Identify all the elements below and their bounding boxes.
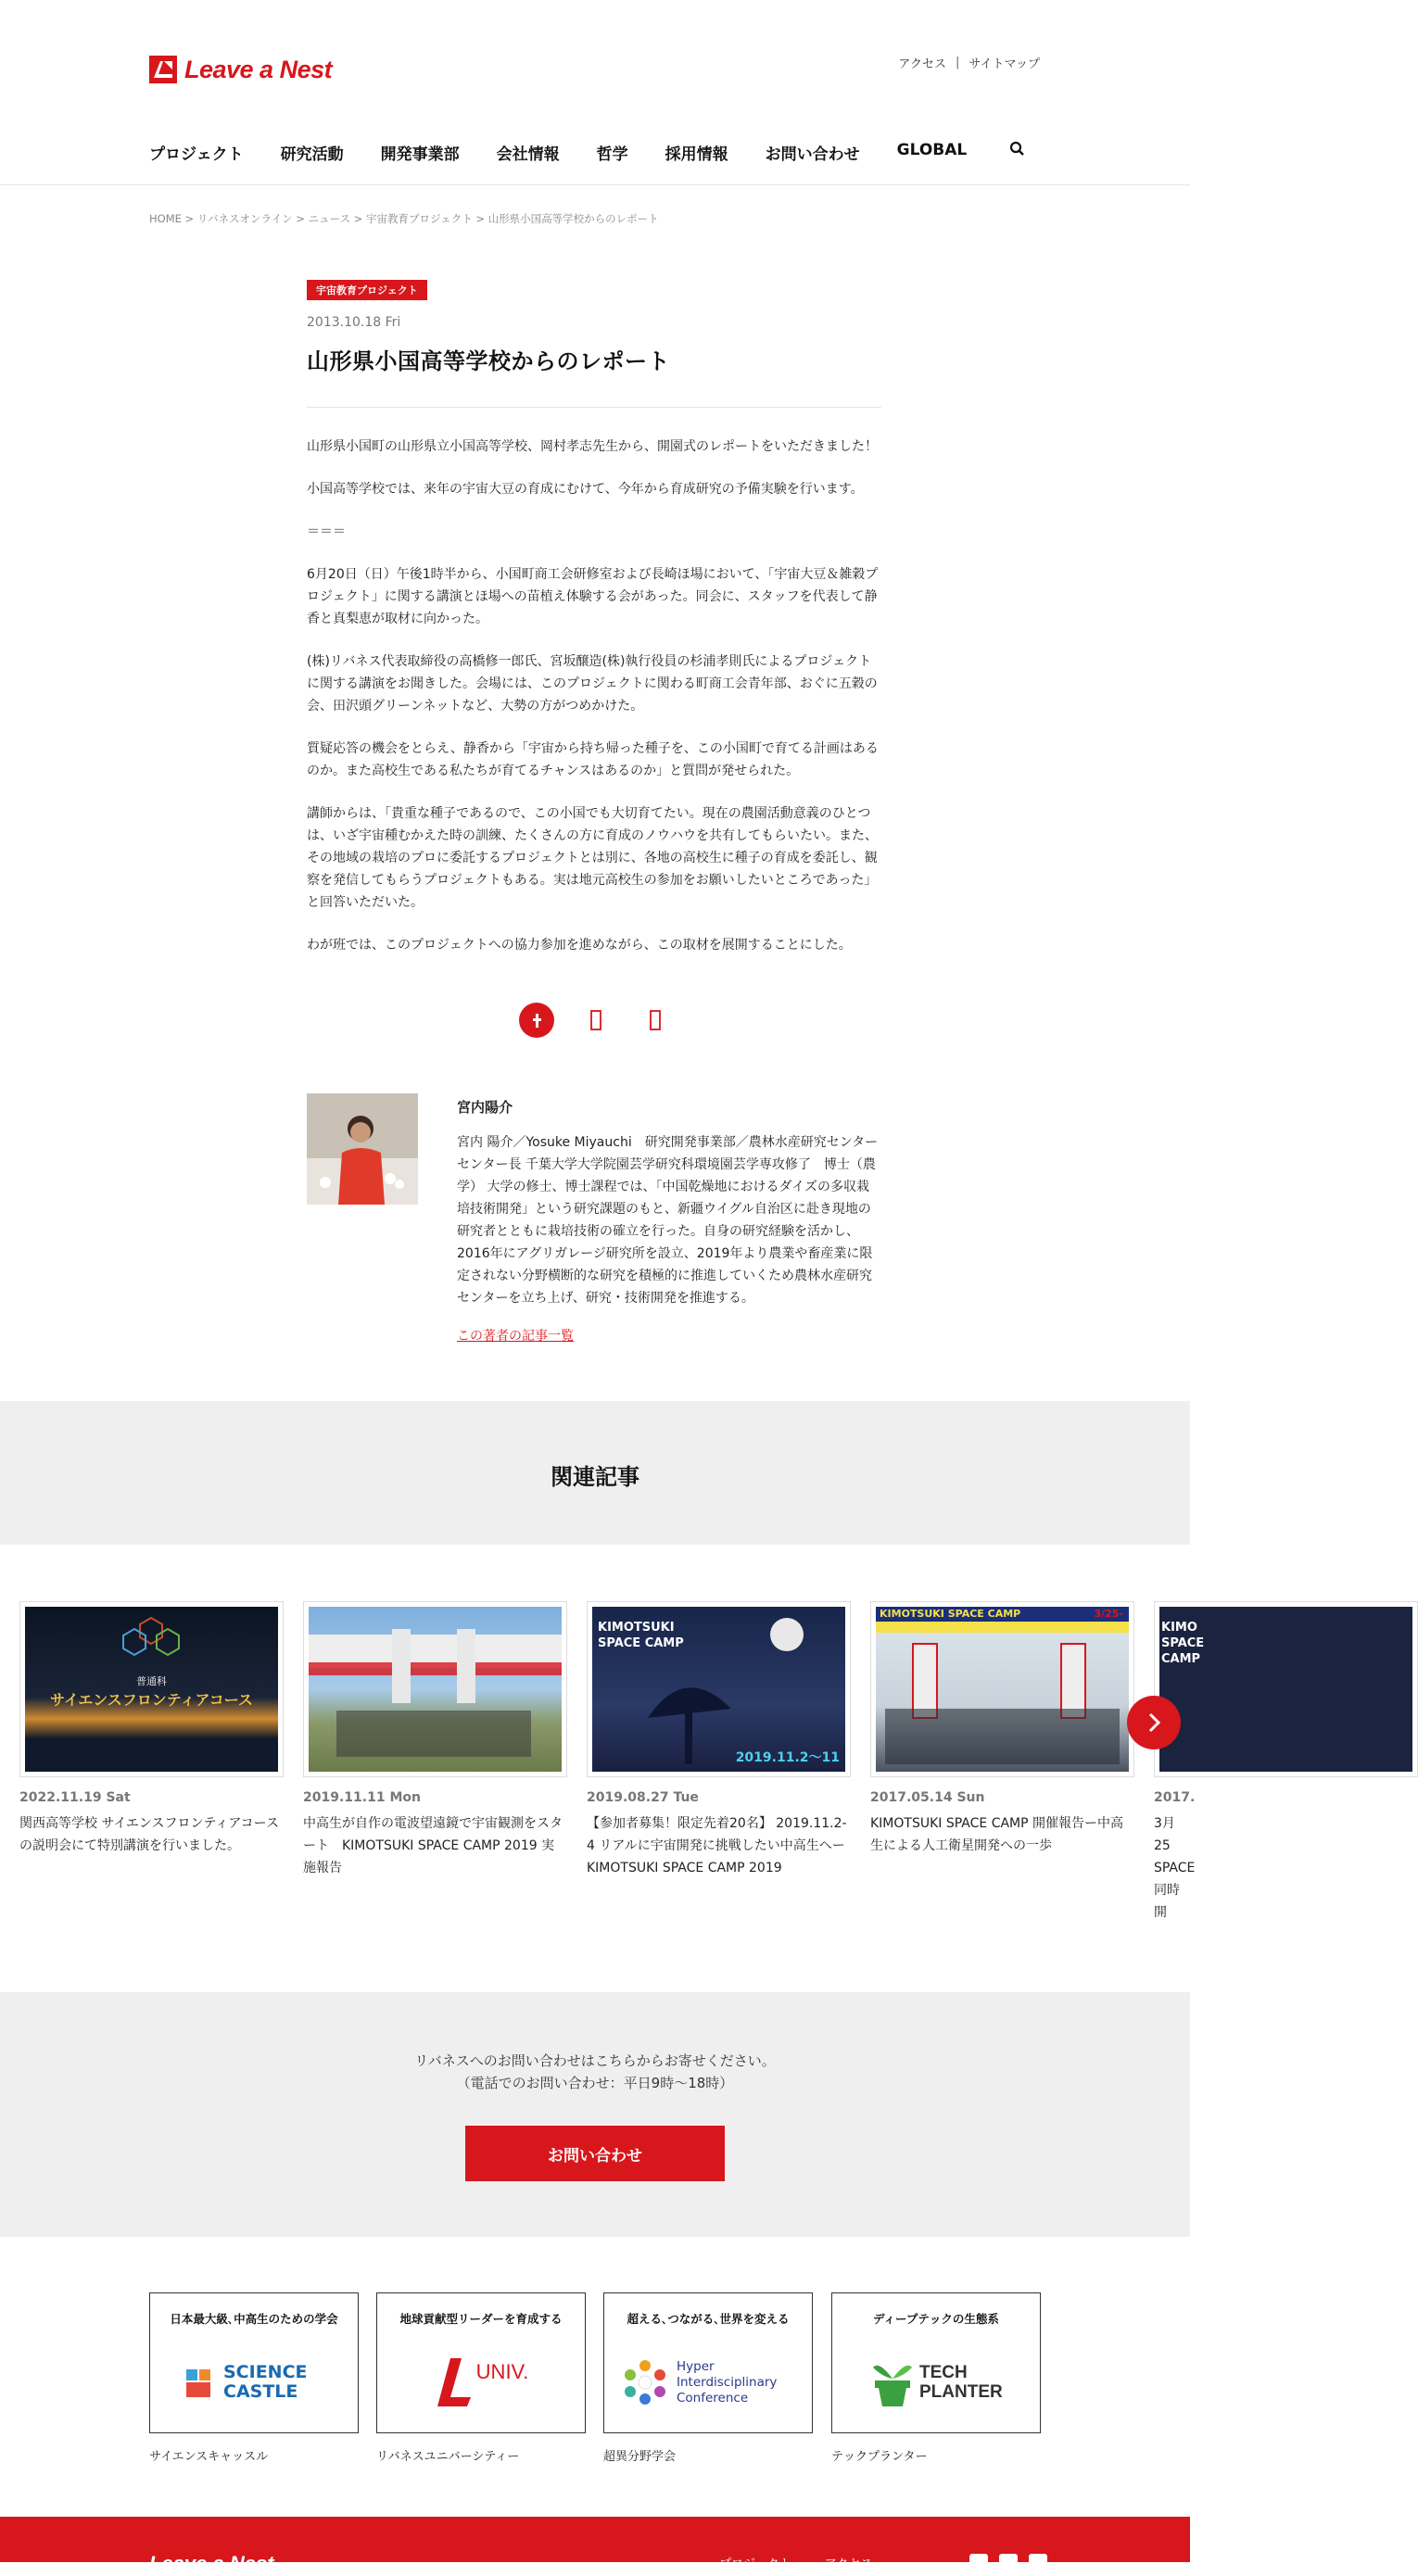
article-paragraph: 6月20日（日）午後1時半から、小国町商工会研修室および長崎ほ場において、「宇宙大豆＆雑穀プロジェクト」に関する講演とほ場への苗植え体験する会があった。同会に、スタッフを代表して静香と真梨恵が取材に向かった。 [307, 567, 879, 626]
related-card[interactable] [587, 1601, 851, 1879]
hic-flower-icon [619, 2356, 671, 2408]
card-image-sub: 3/25- [1094, 1608, 1123, 1620]
related-card[interactable] [1154, 1601, 1418, 1924]
article [307, 280, 881, 977]
card-image [303, 1601, 567, 1777]
contact-text [0, 2050, 1190, 2094]
univ-l-icon [434, 2356, 475, 2408]
banner-caption: 日本最大級､中高生のための学会 [170, 2312, 338, 2326]
card-image [19, 1601, 284, 1777]
article-paragraph: 小国高等学校では、来年の宇宙大豆の育成にむけて、今年から育成研究の予備実験を行います。 [307, 482, 864, 497]
global-nav [149, 141, 1004, 164]
castle-icon [183, 2364, 216, 2401]
banner-label: リバネスユニバーシティー [376, 2450, 520, 2464]
contact-section [0, 1992, 1190, 2237]
site-logo[interactable] [149, 54, 332, 85]
planter-icon [869, 2356, 916, 2408]
author-name: 宮内陽介 [457, 1099, 513, 1116]
banner-caption: 超える､つながる､世界を変える [627, 2312, 790, 2326]
site-header [0, 0, 1190, 185]
nav-philosophy[interactable]: 哲学 [596, 145, 628, 164]
banner-logo-text: SCIENCE CASTLE [223, 2362, 308, 2402]
card-date: 2022.11.19 Sat [19, 1790, 131, 1805]
article-paragraph: (株)リバネス代表取締役の高橋修一郎氏、宮坂醸造(株)執行役員の杉浦孝則氏によるプロジェクトに関する講演をお聞きした。会場には、このプロジェクトに関わる町商工会青年部、おぐに五穀の会、田沢頭グリーンネットなど、大勢の方がつめかけた。 [307, 654, 878, 713]
facebook-icon[interactable] [969, 2554, 988, 2569]
tech-planter-logo [832, 2345, 1040, 2419]
footer-link[interactable]: プロジェクト [719, 2557, 791, 2571]
card-image-sub: 普通科 [136, 1675, 167, 1687]
related-card[interactable] [870, 1601, 1134, 1857]
card-image [1154, 1601, 1418, 1777]
nav-research[interactable]: 研究活動 [280, 145, 344, 164]
science-castle-logo [150, 2345, 358, 2419]
banner-caption: ディープテックの生態系 [873, 2312, 999, 2326]
article-paragraph: 山形県小国町の山形県立小国高等学校、岡村孝志先生から、開園式のレポートをいただきました！ [307, 439, 878, 454]
nav-development[interactable]: 開発事業部 [380, 145, 460, 164]
banner-logo-text: UNIV. [475, 2360, 529, 2383]
site-footer [0, 2517, 1190, 2575]
sitemap-link[interactable]: サイトマップ [969, 57, 1040, 71]
nav-project[interactable]: プロジェクト [149, 145, 244, 164]
related-header [0, 1401, 1190, 1545]
article-body [307, 436, 881, 956]
card-title: 【参加者募集！限定先着20名】 2019.11.2-4 リアルに宇宙開発に挑戦したい中高生へー KIMOTSUKI SPACE CAMP 2019 [587, 1816, 847, 1875]
twitter-share-button[interactable] [578, 1003, 614, 1038]
article-paragraph: わが班では、このプロジェクトへの協力参加を進めながら、この取材を展開することにした。 [307, 938, 852, 953]
banner-logo-text: TECH PLANTER [919, 2363, 1003, 2402]
article-paragraph: ＝＝＝ [307, 524, 346, 539]
logo-text: Leave a Nest [184, 55, 333, 83]
chevron-right-icon [1146, 1711, 1162, 1734]
card-image-text: KIMO SPACE CAMP [1161, 1621, 1205, 1666]
article-paragraph: 質疑応答の機会をとらえ、静香から「宇宙から持ち帰った種子を、この小国町で育てる計画はあるのか。また高校生である私たちが育てるチャンスはあるのか」と質問が発せられた。 [307, 741, 879, 778]
univ-logo [377, 2345, 585, 2419]
author-articles-link[interactable]: この著者の記事一覧 [457, 1329, 574, 1344]
banner-caption: 地球貢献型リーダーを育成する [399, 2312, 563, 2326]
banner-science-castle[interactable] [149, 2292, 359, 2464]
contact-line-2: （電話でのお問い合わせ：平日9時〜18時） [456, 2075, 734, 2091]
banner-tech-planter[interactable] [831, 2292, 1041, 2464]
contact-button[interactable]: お問い合わせ [465, 2126, 725, 2181]
search-icon[interactable] [1008, 139, 1027, 159]
nav-contact[interactable]: お問い合わせ [765, 145, 860, 164]
author-info [457, 1093, 881, 1345]
category-badge[interactable]: 宇宙教育プロジェクト [307, 280, 427, 300]
card-title: KIMOTSUKI SPACE CAMP 開催報告ー中高生による人工衛星開発への一歩 [870, 1816, 1124, 1853]
facebook-share-button[interactable] [519, 1003, 554, 1038]
banner-univ[interactable] [376, 2292, 586, 2464]
line-share-button[interactable] [638, 1003, 673, 1038]
banner-hic[interactable] [603, 2292, 813, 2464]
related-card[interactable] [303, 1601, 567, 1879]
card-image [870, 1601, 1134, 1777]
page-title: 山形県小国高等学校からのレポート [307, 348, 670, 374]
twitter-icon [590, 1010, 601, 1030]
article-paragraph: 講師からは、「貴重な種子であるので、この小国でも大切育てたい。現在の農園活動意義のひとつは、いざ宇宙種むかえた時の訓練、たくさんの方に育成のノウハウを共有してもらいたい。また、その地域の栽培のプロに委託するプロジェクトとは別に、各地の高校生に種子の育成を委託し、観察を発信してもらうプロジェクトもある。実は地元高校生の参加をお願いしたいところであった」と回答いただいた。 [307, 806, 878, 910]
card-title: 3月25 SPACE 同時開 [1154, 1816, 1196, 1920]
card-title: 関西高等学校 サイエンスフロンティアコースの説明会にて特別講演を行いました。 [19, 1816, 279, 1853]
hic-logo [604, 2345, 812, 2419]
card-image-sub: 2019.11.2～11 [735, 1750, 840, 1765]
nav-company[interactable]: 会社情報 [496, 145, 560, 164]
banner-label: 超異分野学会 [603, 2450, 677, 2464]
footer-links [719, 2554, 872, 2571]
nav-global[interactable]: GLOBAL [896, 141, 968, 159]
leave-a-nest-logo-icon [149, 56, 177, 83]
card-date: 2019.11.11 Mon [303, 1790, 421, 1805]
banner-label: サイエンスキャッスル [149, 2450, 269, 2464]
banner-label: テックプランター [831, 2450, 928, 2464]
nav-recruit[interactable]: 採用情報 [665, 145, 728, 164]
related-title: 関連記事 [551, 1464, 639, 1490]
author-photo [307, 1093, 418, 1205]
twitter-icon[interactable] [999, 2554, 1018, 2569]
share-buttons [519, 1003, 673, 1038]
card-image-text: KIMOTSUKI SPACE CAMP [880, 1608, 1021, 1620]
card-image [587, 1601, 851, 1777]
card-date: 2017. [1154, 1790, 1196, 1805]
related-carousel [19, 1601, 1205, 1920]
card-image-text: サイエンスフロンティアコース [50, 1691, 253, 1709]
footer-social [969, 2554, 1047, 2569]
author-bio: 宮内 陽介／Yosuke Miyauchi 研究開発事業部／農林水産研究センター センター長 千葉大学大学院園芸学研究科環境園芸学専攻修了 博士（農学） 大学の修士、博士課程では、「中国乾燥地におけるダイズの多収栽培技術開発」という研究課題のもと、新疆ウイグル自治区に赴き現地の研究者とともに栽培技術の確立を行った。自身の研究経験を活かし、2016年にアグリガレージ研究所を設立、2019年より農業や畜産業に限定されない分野横断的な研究を積極的に推進していくため農林水産研究センターを立ち上げ、研究・技術開発を推進する。 [457, 1135, 879, 1306]
article-date: 2013.10.18 Fri [307, 315, 401, 330]
card-title: 中高生が自作の電波望遠鏡で宇宙観測をスタート KIMOTSUKI SPACE CAMP 2019 実施報告 [303, 1816, 563, 1875]
facebook-icon [531, 1012, 542, 1029]
related-card[interactable] [19, 1601, 284, 1857]
title-divider [307, 407, 881, 408]
card-date: 2019.08.27 Tue [587, 1790, 699, 1805]
footer-link[interactable]: アクセス [824, 2557, 873, 2571]
youtube-icon[interactable] [1029, 2554, 1047, 2569]
carousel-next-button[interactable] [1127, 1696, 1181, 1749]
contact-line-1: リバネスへのお問い合わせはこちらからお寄せください。 [414, 2052, 776, 2069]
card-image-text: KIMOTSUKI SPACE CAMP [598, 1621, 684, 1650]
access-link[interactable]: アクセス [898, 57, 947, 71]
card-date: 2017.05.14 Sun [870, 1790, 985, 1805]
footer-logo[interactable]: Leave a Nest [149, 2552, 274, 2575]
banner-logo-text: Hyper Interdisciplinary Conference [677, 2358, 778, 2406]
line-icon [650, 1010, 661, 1030]
breadcrumb[interactable]: HOME > リバネスオンライン > ニュース > 宇宙教育プロジェクト > 山形県小国高等学校からのレポート [149, 212, 659, 225]
utility-links: アクセス | サイトマップ [898, 56, 1040, 71]
